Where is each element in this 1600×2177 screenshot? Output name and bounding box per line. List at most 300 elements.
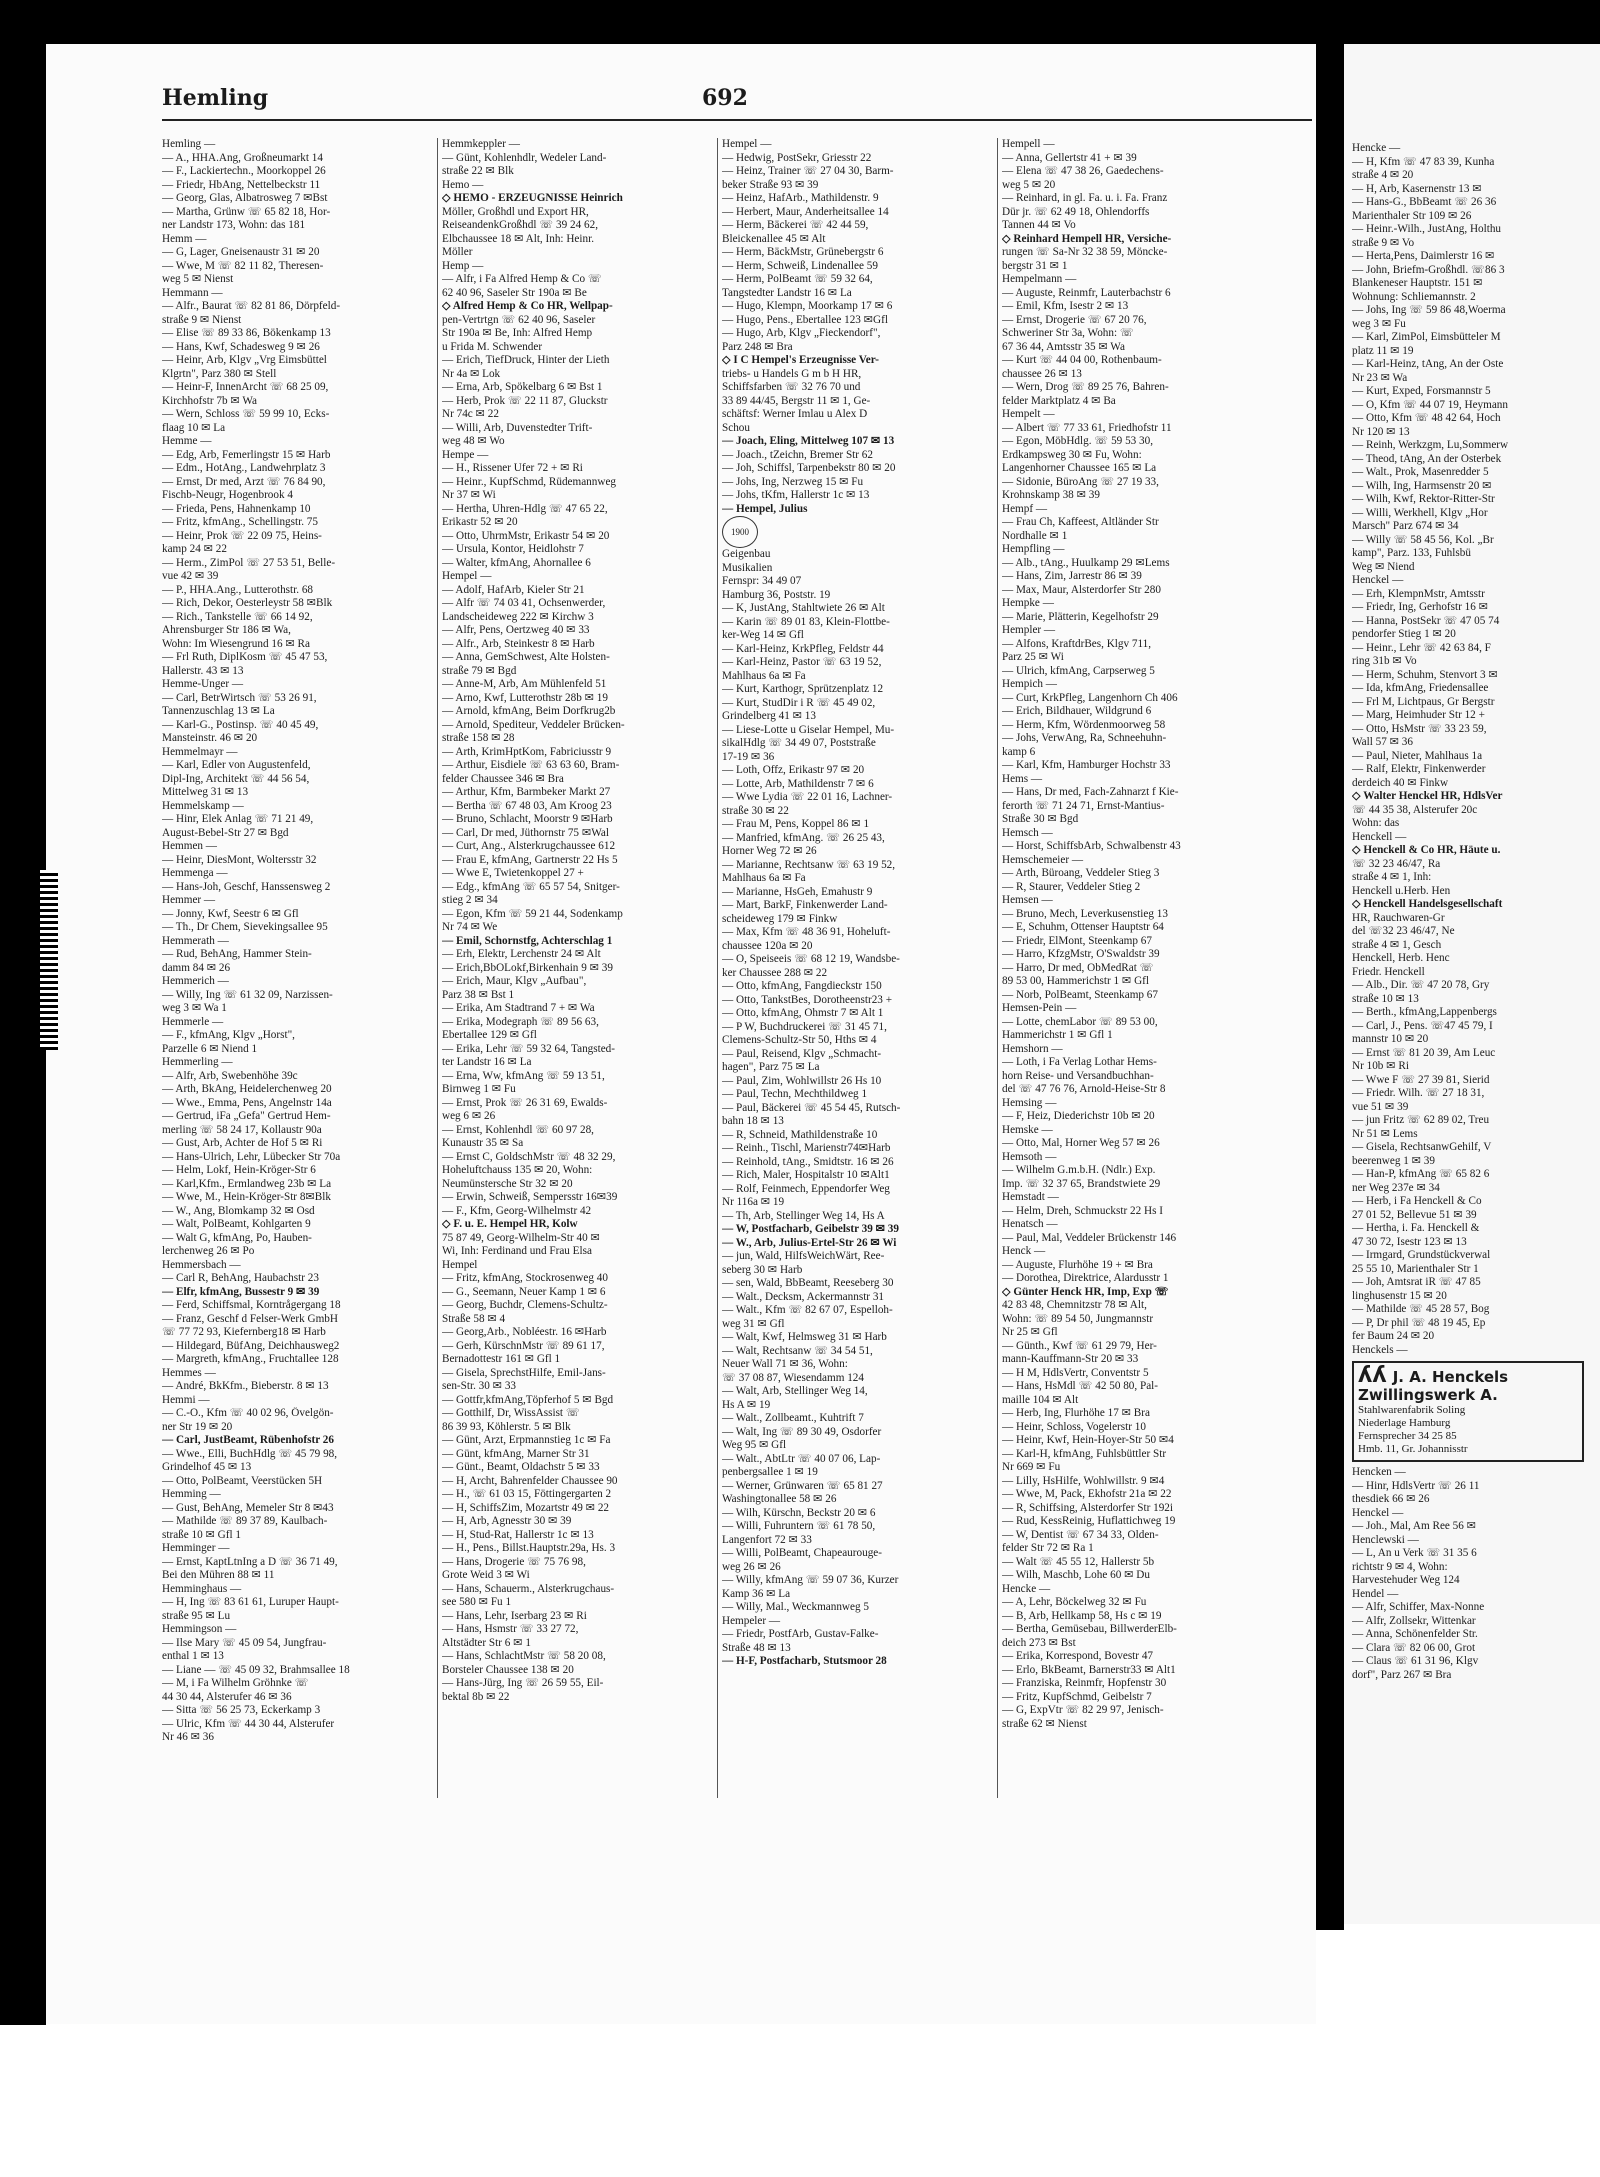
directory-entry: — Herm, Schuhm, Stenvort 3 ✉: [1352, 668, 1498, 681]
directory-heading: Hempell —: [1002, 138, 1055, 150]
directory-entry: ReiseandenkGroßhdl ☏ 39 24 62,: [442, 219, 598, 231]
directory-entry: Straße 48 ✉ 13: [722, 1641, 791, 1654]
directory-heading: Hemmingson —: [162, 1623, 237, 1635]
directory-entry: — Kurt, StudDir i R ☏ 45 49 02,: [722, 696, 876, 709]
directory-entry: — G, ExpVtr ☏ 82 29 97, Jenisch-: [1002, 1704, 1164, 1716]
directory-entry: kamp", Parz. 133, Fuhlsbü: [1352, 547, 1471, 559]
directory-heading: Hemstadt —: [1002, 1191, 1059, 1203]
directory-entry: Hempel: [442, 1258, 478, 1271]
directory-entry: weg 5 ✉ Nienst: [162, 273, 234, 285]
directory-entry: — H, SchiffsZim, Mozartstr 49 ✉ 22: [442, 1501, 610, 1514]
directory-entry: — Heinr., Lehr ☏ 42 63 84, F: [1352, 641, 1491, 654]
directory-entry: — Margreth, kfmAng., Fruchtallee 128: [162, 1353, 339, 1365]
directory-entry: — Kurt, Exped, Forsmannstr 5: [1352, 385, 1491, 397]
directory-entry: — Fritz, kfmAng., Schellingstr. 75: [162, 516, 318, 528]
directory-entry: — H, Stud-Rat, Hallerstr 1c ✉ 13: [442, 1528, 594, 1541]
directory-entry: Klgrtn", Parz 380 ✉ Stell: [162, 367, 277, 380]
directory-entry: — Emil, Schornstfg, Achterschlag 1: [442, 934, 613, 947]
directory-heading: Henck —: [1002, 1245, 1046, 1257]
directory-entry: — Willi, PolBeamt, Chapeaurouge-: [722, 1547, 882, 1559]
directory-entry: — Fritz, kfmAng, Stockrosenweg 40: [442, 1272, 608, 1284]
directory-entry: — Joh., Mal, Am Ree 56 ✉: [1352, 1520, 1477, 1532]
directory-entry: straße 158 ✉ 28: [442, 732, 515, 744]
directory-heading: Hemmerle —: [162, 1015, 224, 1028]
directory-entry: — B, Arb, Hellkamp 58, Hs c ✉ 19: [1002, 1609, 1162, 1622]
directory-entry: Grindelhof 45 ✉ 13: [162, 1461, 252, 1473]
directory-entry: Nr 23 ✉ Wa: [1352, 371, 1408, 384]
directory-entry: — Willi, Arb, Duvenstedter Trift-: [442, 421, 593, 434]
directory-entry: — Alb., Dir. ☏ 47 20 78, Gry: [1352, 979, 1490, 991]
directory-entry: — Franziska, Reinmfr, Hopfenstr 30: [1002, 1677, 1167, 1689]
directory-entry: — Th., Dr Chem, Sievekingsallee 95: [162, 921, 328, 933]
directory-entry: — sen, Wald, BbBeamt, Reeseberg 30: [722, 1277, 894, 1289]
directory-entry: Langenhorner Chaussee 165 ✉ La: [1002, 462, 1157, 474]
directory-entry: — Wwe F ☏ 27 39 81, Sierid: [1352, 1073, 1490, 1086]
directory-entry: Grote Weid 3 ✉ Wi: [442, 1569, 530, 1581]
directory-entry: — Heinr, Schloss, Vogelerstr 10: [1002, 1420, 1146, 1433]
ad-line: Fernsprecher 34 25 85: [1358, 1430, 1457, 1442]
directory-heading: Hemmenga —: [162, 867, 228, 879]
directory-entry: — Lilly, HsHilfe, Wohlwillstr. 9 ✉4: [1002, 1474, 1165, 1487]
directory-heading: Hemmerich —: [162, 975, 229, 987]
directory-entry: kamp 6: [1002, 745, 1036, 758]
directory-entry: Nordhalle ✉ 1: [1002, 529, 1068, 542]
directory-entry: Nr 120 ✉ 13: [1352, 425, 1410, 438]
directory-entry: — Hans, Schauerm., Alsterkrugchaus-: [442, 1582, 615, 1595]
directory-entry: seberg 30 ✉ Harb: [722, 1263, 803, 1276]
directory-entry: — Erika, Korrespond, Bovestr 47: [1002, 1650, 1154, 1662]
directory-entry: — Gisela, RechtsanwGehilf, V: [1352, 1141, 1492, 1153]
directory-heading: Hemsen-Pein —: [1002, 1002, 1077, 1014]
directory-entry: — Walt., AbtLtr ☏ 40 07 06, Lap-: [722, 1452, 881, 1465]
directory-entry: — Reinhold, tAng., Smidtstr. 16 ✉ 26: [722, 1155, 894, 1168]
directory-entry: Marienthaler Str 109 ✉ 26: [1352, 209, 1472, 222]
directory-entry: — Ernst, Prok ☏ 26 31 69, Ewalds-: [442, 1096, 608, 1109]
directory-entry: linghusenstr 15 ✉ 20: [1352, 1289, 1447, 1302]
directory-entry: straße 9 ✉ Vo: [1352, 236, 1415, 249]
directory-entry: — Wern, Drog ☏ 89 25 76, Bahren-: [1002, 381, 1169, 393]
directory-heading: Hempelt —: [1002, 408, 1055, 420]
directory-entry: 62 40 96, Saseler Str 190a ✉ Be: [442, 286, 587, 299]
directory-entry: — Harro, KfzgMstr, O'Swaldstr 39: [1002, 948, 1160, 960]
directory-entry: — Max, Maur, Alsterdorfer Str 280: [1002, 583, 1161, 596]
directory-entry: — Herm, BäckMstr, Grünebergstr 6: [722, 246, 884, 258]
directory-entry: 89 53 00, Hammerichstr 1 ✉ Gfl: [1002, 975, 1150, 987]
page-edge-hatch: [40, 870, 58, 1050]
directory-heading: Hems —: [1002, 772, 1043, 785]
directory-entry: — Rud, BehAng, Hammer Stein-: [162, 948, 312, 960]
directory-entry: del ☏32 23 46/47, Ne: [1352, 925, 1455, 937]
directory-entry: straße 4 ✉ 1, Inh:: [1352, 871, 1432, 883]
directory-entry: — Wilhelm G.m.b.H. (Ndlr.) Exp.: [1002, 1164, 1156, 1176]
directory-entry: — Jonny, Kwf, Seestr 6 ✉ Gfl: [162, 907, 299, 920]
directory-entry: — Rich., Tankstelle ☏ 66 14 92,: [162, 610, 313, 623]
directory-entry: — Emil, Kfm, Isestr 2 ✉ 13: [1002, 300, 1129, 312]
directory-entry: — Willy, Mal., Weckmannweg 5: [722, 1601, 869, 1613]
directory-entry: — G, Lager, Gneisenaustr 31 ✉ 20: [162, 246, 320, 258]
directory-entry: weg 6 ✉ 26: [442, 1110, 496, 1122]
directory-entry: ◇ Reinhard Hempell HR, Versiche-: [1002, 232, 1172, 245]
directory-entry: — Walt., Kfm ☏ 82 67 07, Espelloh-: [722, 1304, 893, 1316]
directory-entry: lerchenweg 26 ✉ Po: [162, 1245, 255, 1257]
directory-heading: Hemmelmayr —: [162, 745, 238, 758]
directory-entry: ☏ 32 23 46/47, Ra: [1352, 857, 1441, 870]
directory-entry: — Alfr., Baurat ☏ 82 81 86, Dörpfeld-: [162, 300, 341, 312]
directory-entry: — Wwe., Elli, BuchHdlg ☏ 45 79 98,: [162, 1447, 338, 1460]
directory-entry: — O, Kfm ☏ 44 07 19, Heymann: [1352, 398, 1508, 411]
directory-entry: Nr 25 ✉ Gfl: [1002, 1326, 1058, 1338]
directory-entry: — Arth, KrimHptKom, Fabriciusstr 9: [442, 745, 612, 758]
directory-heading: Hemske —: [1002, 1123, 1053, 1136]
directory-entry: ◇ HEMO - ERZEUGNISSE Heinrich: [442, 192, 623, 204]
directory-entry: — Ernst, Drogerie ☏ 67 20 76,: [1002, 313, 1147, 326]
directory-entry: — Arthur, Eisdiele ☏ 63 63 60, Bram-: [442, 759, 620, 771]
directory-entry: — Curt, KrkPfleg, Langenhorn Ch 406: [1002, 691, 1178, 704]
directory-heading: Hemmer —: [162, 894, 216, 906]
directory-entry: ter Landstr 16 ✉ La: [442, 1056, 532, 1068]
directory-entry: — Erika, Am Stadtrand 7 + ✉ Wa: [442, 1002, 595, 1014]
directory-entry: straße 95 ✉ Lu: [162, 1609, 231, 1622]
directory-entry: — Edm., HotAng., Landwehrplatz 3: [162, 462, 326, 474]
directory-entry: — Ulric, Kfm ☏ 44 30 44, Alsterufer: [162, 1717, 335, 1730]
directory-entry: — L, An u Verk ☏ 31 35 6: [1352, 1547, 1477, 1559]
directory-entry: straße 9 ✉ Nienst: [162, 313, 242, 326]
directory-entry: — André, BkKfm., Bieberstr. 8 ✉ 13: [162, 1380, 329, 1392]
directory-heading: Hemsing —: [1002, 1096, 1057, 1109]
directory-entry: — Walt, Ing ☏ 89 30 49, Osdorfer: [722, 1425, 882, 1438]
directory-entry: — Martha, Grünw ☏ 65 82 18, Hor-: [162, 205, 331, 218]
directory-entry: — Karl-H, kfmAng, Fuhlsbüttler Str: [1002, 1447, 1167, 1460]
directory-entry: ner Weg 237e ✉ 34: [1352, 1181, 1440, 1194]
directory-entry: Nr 46 ✉ 36: [162, 1731, 214, 1743]
directory-entry: platz 11 ✉ 19: [1352, 344, 1414, 357]
directory-heading: Hempe —: [442, 448, 489, 461]
directory-heading: Hempeler —: [722, 1614, 781, 1627]
directory-entry: — Friedr. Wilh. ☏ 27 18 31,: [1352, 1087, 1485, 1099]
directory-entry: — Hans, Kwf, Schadesweg 9 ✉ 26: [162, 340, 320, 353]
directory-heading: Hemling —: [162, 138, 216, 150]
directory-entry: — Elise ☏ 89 33 86, Bökenkamp 13: [162, 327, 331, 339]
directory-entry: — Johs, Ing, Nerzweg 15 ✉ Fu: [722, 475, 864, 488]
directory-entry: — Arnold, Spediteur, Veddeler Brücken-: [442, 718, 625, 731]
ad-title: ʎʎ J. A. Henckels: [1358, 1363, 1509, 1388]
directory-entry: — Wilh, Ing, Harmsenstr 20 ✉: [1352, 479, 1492, 492]
directory-column-1: [162, 138, 440, 1745]
directory-entry: vue 51 ✉ 39: [1352, 1100, 1409, 1113]
directory-entry: — Hedwig, PostSekr, Griesstr 22: [722, 151, 872, 164]
directory-entry: — Alfr ☏ 74 03 41, Ochsenwerder,: [442, 597, 606, 609]
directory-entry: — Auguste, Flurhöhe 19 + ✉ Bra: [1002, 1258, 1153, 1271]
directory-heading: Hemminghaus —: [162, 1582, 242, 1595]
directory-entry: — Wilh, Maschb, Lohe 60 ✉ Du: [1002, 1569, 1150, 1581]
directory-entry: — Willy, Ing ☏ 61 32 09, Narzissen-: [162, 988, 333, 1001]
directory-entry: rungen ☏ Sa-Nr 32 38 59, Möncke-: [1002, 246, 1168, 258]
directory-entry: Parz 248 ✉ Bra: [722, 340, 793, 353]
directory-entry: — G., Seemann, Neuer Kamp 1 ✉ 6: [442, 1285, 606, 1298]
directory-entry: Dür jr. ☏ 62 49 18, Ohlendorffs: [1002, 205, 1150, 218]
directory-entry: — Albert ☏ 77 33 61, Friedhofstr 11: [1002, 421, 1172, 434]
directory-entry: straße 62 ✉ Nienst: [1002, 1717, 1087, 1730]
directory-entry: straße 79 ✉ Bgd: [442, 664, 517, 677]
directory-entry: — Ernst, Dr med, Arzt ☏ 76 84 90,: [162, 475, 326, 488]
directory-heading: Hemming —: [162, 1488, 221, 1500]
directory-entry: — Bruno, Schlacht, Moorstr 9 ✉Harb: [442, 813, 613, 825]
directory-entry: ◇ F. u. E. Hempel HR, Kolw: [442, 1218, 578, 1230]
directory-entry: — Carl, JustBeamt, Rübenhofstr 26: [162, 1434, 334, 1446]
directory-entry: — Otto, UhrmMstr, Erikastr 54 ✉ 20: [442, 529, 610, 542]
ad-line: Hmb. 11, Gr. Johannisstr: [1358, 1443, 1468, 1455]
directory-entry: — Frieda, Pens, Hahnenkamp 10: [162, 502, 311, 515]
directory-entry: — Paul, Bäckerei ☏ 45 54 45, Rutsch-: [722, 1101, 901, 1114]
directory-entry: — Hinr, Elek Anlag ☏ 71 21 49,: [162, 813, 314, 825]
directory-entry: ◇ Günter Henck HR, Imp, Exp ☏: [1002, 1285, 1169, 1298]
directory-entry: — Karl-Heinz, Pastor ☏ 63 19 52,: [722, 656, 882, 668]
directory-entry: — H, Kfm ☏ 47 83 39, Kunha: [1352, 155, 1495, 168]
directory-entry: — Kurt ☏ 44 04 00, Rothenbaum-: [1002, 354, 1162, 366]
directory-entry: richtstr 9 ✉ 4, Wohn:: [1352, 1560, 1448, 1573]
directory-entry: Washingtonallee 58 ✉ 26: [722, 1493, 837, 1505]
directory-entry: Fischb-Neugr, Hogenbrook 4: [162, 489, 293, 501]
directory-entry: straße 4 ✉ 1, Gesch: [1352, 938, 1442, 951]
directory-entry: — P W, Buchdruckerei ☏ 31 45 71,: [722, 1020, 887, 1033]
directory-heading: Hencken —: [1352, 1466, 1406, 1478]
directory-entry: — Walt., Prok, Masenredder 5: [1352, 466, 1489, 478]
directory-heading: Hemm —: [162, 232, 207, 245]
directory-entry: u Frida M. Schwender: [442, 340, 543, 353]
directory-entry: — Walt G, kfmAng, Po, Hauben-: [162, 1231, 312, 1244]
directory-heading: Hemminger —: [162, 1542, 230, 1554]
directory-entry: schäftsf: Werner Imlau u Alex D: [722, 408, 868, 420]
directory-entry: — Elfr, kfmAng, Bussestr 9 ✉ 39: [162, 1285, 320, 1298]
directory-entry: — Egon, Kfm ☏ 59 21 44, Sodenkamp: [442, 907, 623, 920]
directory-entry: derdeich 40 ✉ Finkw: [1352, 776, 1449, 789]
directory-entry: Hamburg 36, Poststr. 19: [722, 588, 831, 601]
directory-entry: — Heinr, Kwf, Hein-Hoyer-Str 50 ✉4: [1002, 1434, 1174, 1446]
directory-entry: — Heinr., KupfSchmd, Rüdemannweg: [442, 475, 617, 488]
directory-entry: — Erlo, BkBeamt, Barnerstr33 ✉ Alt1: [1002, 1663, 1176, 1676]
directory-entry: — Heinz, HafArb., Mathildenstr. 9: [722, 192, 879, 204]
directory-entry: see 580 ✉ Fu 1: [442, 1596, 512, 1608]
ad-line: Niederlage Hamburg: [1358, 1417, 1451, 1429]
directory-entry: weg 48 ✉ Wo: [442, 435, 505, 447]
directory-entry: — Edg, Arb, Femerlingstr 15 ✉ Harb: [162, 448, 331, 461]
directory-entry: — R, Schiffsing, Alsterdorfer Str 192i: [1002, 1501, 1174, 1514]
directory-entry: — Ernst, Kohlenhdl ☏ 60 97 28,: [442, 1123, 594, 1136]
directory-entry: — Hugo, Klempn, Moorkamp 17 ✉ 6: [722, 300, 893, 312]
directory-entry: — Alfr., Arb, Steinkestr 8 ✉ Harb: [442, 637, 595, 650]
directory-entry: — Edg., kfmAng ☏ 65 57 54, Snitger-: [442, 880, 620, 893]
directory-entry: Schiffsfarben ☏ 32 76 70 und: [722, 381, 861, 393]
directory-entry: — Elena ☏ 47 38 26, Gaedechens-: [1002, 165, 1164, 177]
directory-entry: Mittelweg 31 ✉ 13: [162, 786, 249, 798]
directory-entry: Tannen 44 ✉ Vo: [1002, 219, 1076, 231]
directory-entry: — Gust, Arb, Achter de Hof 5 ✉ Ri: [162, 1137, 323, 1149]
directory-entry: Nr 4a ✉ Lok: [442, 367, 501, 380]
directory-entry: — Ursula, Kontor, Heidlohstr 7: [442, 543, 584, 555]
directory-entry: straße 10 ✉ 13: [1352, 992, 1419, 1005]
directory-entry: — Joh, Amtsrat iR ☏ 47 85: [1352, 1276, 1481, 1288]
directory-entry: merling ☏ 58 24 17, Kollaustr 90a: [162, 1123, 322, 1136]
directory-entry: — Walt., Decksm, Ackermannstr 31: [722, 1290, 885, 1303]
directory-entry: — Ferd, Schiffsmal, Korntrågergang 18: [162, 1299, 341, 1311]
directory-entry: Wohnung: Schliemannstr. 2: [1352, 290, 1476, 303]
directory-entry: — Carl R, BehAng, Haubachstr 23: [162, 1272, 319, 1284]
directory-entry: 17-19 ✉ 36: [722, 750, 775, 763]
directory-heading: Hemme-Unger —: [162, 678, 244, 690]
directory-entry: 47 30 72, Isestr 123 ✉ 13: [1352, 1235, 1467, 1248]
directory-entry: — Hans-Jürg, Ing ☏ 26 59 55, Eil-: [442, 1677, 604, 1689]
directory-entry: — Karl-G., Postinsp. ☏ 40 45 49,: [162, 718, 319, 731]
directory-entry: — Irmgard, Grundstückverwal: [1352, 1249, 1491, 1261]
directory-entry: — Wwe., Emma, Pens, Angelnstr 14a: [162, 1096, 332, 1109]
directory-entry: — Reinh, Werkzgm, Lu,Sommerw: [1352, 439, 1509, 451]
directory-entry: penbergsallee 1 ✉ 19: [722, 1466, 818, 1478]
directory-entry: straße 10 ✉ Gfl 1: [162, 1528, 241, 1541]
directory-entry: — Fritz, KupfSchmd, Geibelstr 7: [1002, 1690, 1152, 1703]
directory-entry: — Otto, PolBeamt, Veerstücken 5H: [162, 1474, 323, 1487]
directory-entry: Straße 58 ✉ 4: [442, 1312, 506, 1325]
column-5-entries-after-ad: [1352, 1466, 1600, 1682]
directory-entry: — F., Lackiertechn., Moorkoppel 26: [162, 165, 326, 177]
directory-entry: weg 31 ✉ Gfl: [722, 1317, 785, 1330]
directory-entry: — M, i Fa Wilhelm Gröhnke ☏: [162, 1677, 309, 1689]
directory-entry: Parz 38 ✉ Bst 1: [442, 988, 515, 1001]
directory-entry: — W., Ang, Blomkamp 32 ✉ Osd: [162, 1204, 315, 1217]
directory-entry: hagen", Parz 75 ✉ La: [722, 1061, 820, 1073]
directory-entry: — Günt, Kohlenhdlr, Wedeler Land-: [442, 151, 607, 164]
directory-entry: — Hans, Lehr, Iserbarg 23 ✉ Ri: [442, 1609, 587, 1622]
directory-entry: — Gertrud, iFa „Gefa" Gertrud Hem-: [162, 1110, 331, 1122]
directory-entry: Hoheluftchauss 135 ✉ 20, Wohn:: [442, 1164, 593, 1176]
directory-entry: — Auguste, Reinmfr, Lauterbachstr 6: [1002, 286, 1171, 299]
directory-entry: — Ralf, Elektr, Finkenwerder: [1352, 763, 1486, 775]
directory-entry: — Hertha, i. Fa. Henckell &: [1352, 1222, 1480, 1234]
directory-heading: Hencke —: [1352, 142, 1401, 154]
directory-entry: Nr 74c ✉ 22: [442, 408, 499, 420]
directory-entry: Musikalien: [722, 561, 773, 574]
directory-entry: — Herm., ZimPol ☏ 27 53 51, Belle-: [162, 556, 336, 569]
directory-entry: — Werner, Grünwaren ☏ 65 81 27: [722, 1479, 883, 1492]
directory-entry: — Otto, Mal, Horner Weg 57 ✉ 26: [1002, 1137, 1160, 1149]
directory-entry: — Georg, Buchdr, Clemens-Schultz-: [442, 1299, 608, 1311]
directory-entry: — Egon, MöbHdlg. ☏ 59 53 30,: [1002, 435, 1154, 447]
directory-entry: ◇ Henckell & Co HR, Häute u.: [1352, 844, 1501, 856]
directory-entry: Henckell u.Herb. Hen: [1352, 884, 1451, 897]
directory-entry: — Alfr, Arb, Swebenhöhe 39c: [162, 1069, 298, 1082]
directory-entry: — Rich, Dekor, Oesterleystr 58 ✉Blk: [162, 597, 333, 609]
directory-entry: — H., Pens., Billst.Hauptstr.29a, Hs. 3: [442, 1542, 616, 1554]
directory-entry: — Arth, BkAng, Heidelerchenweg 20: [162, 1083, 332, 1095]
directory-entry: pen-Vertrtgn ☏ 62 40 96, Saseler: [442, 313, 596, 326]
directory-entry: — Joh, Schiffsl, Tarpenbekstr 80 ✉ 20: [722, 462, 896, 474]
directory-entry: enthal 1 ✉ 13: [162, 1650, 224, 1662]
directory-entry: — Wilh, Kwf, Rektor-Ritter-Str: [1352, 493, 1495, 505]
directory-entry: — Anna, Schönenfelder Str.: [1352, 1628, 1478, 1640]
directory-entry: — Anna, GemSchwest, Alte Holsten-: [442, 651, 610, 663]
directory-heading: Hemsoth —: [1002, 1150, 1057, 1163]
directory-entry: dorf", Parz 267 ✉ Bra: [1352, 1668, 1452, 1681]
directory-entry: scheideweg 179 ✉ Finkw: [722, 912, 838, 925]
directory-entry: — A, Lehr, Böckelweg 32 ✉ Fu: [1002, 1596, 1147, 1608]
directory-entry: mann-Kauffmann-Str 20 ✉ 33: [1002, 1353, 1139, 1365]
directory-entry: — Frl Ruth, DiplKosm ☏ 45 47 53,: [162, 651, 328, 663]
directory-entry: triebs- u Handels G m b H HR,: [722, 367, 862, 380]
directory-entry: del ☏ 47 76 76, Arnold-Heise-Str 8: [1002, 1083, 1166, 1095]
directory-entry: — Ulrich, kfmAng, Carpserweg 5: [1002, 664, 1155, 677]
directory-entry: Nr 10b ✉ Ri: [1352, 1060, 1409, 1072]
directory-entry: — Willi, Werkhell, Klgv „Hor: [1352, 506, 1488, 519]
directory-entry: — A., HHA.Ang, Großneumarkt 14: [162, 151, 323, 164]
directory-heading: Hemshorn —: [1002, 1042, 1063, 1055]
directory-entry: Mahlhaus 6a ✉ Fa: [722, 872, 806, 884]
directory-entry: 86 39 93, Köhlerstr. 5 ✉ Blk: [442, 1420, 571, 1433]
directory-entry: — Erika, Modegraph ☏ 89 56 63,: [442, 1015, 599, 1028]
directory-entry: — Günt., Beamt, Oldachstr 5 ✉ 33: [442, 1461, 600, 1473]
directory-heading: Henckell —: [1352, 830, 1407, 843]
scan-border-gutter: [1316, 0, 1344, 1930]
directory-entry: — Gottfr,kfmAng,Töpferhof 5 ✉ Bgd: [442, 1393, 614, 1406]
directory-entry: — Alfons, KraftdrBes, Klgv 711,: [1002, 637, 1152, 650]
directory-entry: weg 3 ✉ Wa 1: [162, 1002, 227, 1014]
directory-entry: Marsch" Parz 674 ✉ 34: [1352, 520, 1459, 532]
directory-entry: Mahlhaus 6a ✉ Fa: [722, 669, 806, 682]
directory-entry: — Marg, Heimhuder Str 12 +: [1352, 709, 1485, 721]
directory-entry: ner Str 19 ✉ 20: [162, 1420, 233, 1433]
directory-entry: — Friedr, ElMont, Steenkamp 67: [1002, 934, 1152, 947]
twin-figures-icon: ʎʎ: [1358, 1363, 1387, 1388]
directory-entry: — Walt, Rechtsanw ☏ 34 54 51,: [722, 1344, 873, 1357]
directory-entry: — Hugo, Pens., Ebertallee 123 ✉Gfl: [722, 313, 888, 326]
directory-entry: — Karl,Kfm., Ermlandweg 23b ✉ La: [162, 1177, 332, 1190]
directory-entry: — Erich, Maur, Klgv „Aufbau",: [442, 975, 587, 987]
running-head: Hemling: [162, 85, 269, 111]
directory-entry: — Otto, TankstBes, Dorotheenstr23 +: [722, 993, 893, 1006]
directory-entry: — Rich, Maler, Hospitalstr 10 ✉Alt1: [722, 1169, 890, 1181]
directory-entry: Ahrensburger Str 186 ✉ Wa,: [162, 624, 291, 636]
directory-heading: Hencke —: [1002, 1582, 1051, 1595]
directory-entry: 44 30 44, Alsterufer 46 ✉ 36: [162, 1690, 292, 1703]
directory-column-5: [1352, 142, 1600, 1682]
directory-entry: — Alfr, Schiffer, Max-Nonne: [1352, 1601, 1485, 1613]
directory-entry: — Han-P, kfmAng ☏ 65 82 6: [1352, 1168, 1490, 1180]
directory-entry: — Wilh, Kürschn, Beckstr 20 ✉ 6: [722, 1506, 876, 1519]
directory-entry: — Erh, KlempnMstr, Amtsstr: [1352, 587, 1485, 600]
directory-heading: Hempich —: [1002, 678, 1057, 690]
directory-entry: Friedr. Henckell: [1352, 965, 1425, 978]
directory-heading: Hemmen —: [162, 840, 217, 852]
directory-entry: — Marianne, HsGeh, Emahustr 9: [722, 885, 873, 898]
directory-entry: sikalHdlg ☏ 34 49 07, Poststraße: [722, 737, 876, 749]
directory-entry: felder Str 72 ✉ Ra 1: [1002, 1542, 1094, 1554]
directory-entry: — Liane — ☏ 45 09 32, Brahmsallee 18: [162, 1663, 350, 1676]
directory-entry: — H-F, Postfacharb, Stutsmoor 28: [722, 1655, 887, 1667]
directory-entry: — Adolf, HafArb, Kieler Str 21: [442, 583, 585, 596]
directory-entry: Kunaustr 35 ✉ Sa: [442, 1137, 524, 1149]
directory-entry: Möller, Großhdl und Export HR,: [442, 205, 589, 218]
directory-entry: — Erich, TiefDruck, Hinter der Lieth: [442, 354, 610, 366]
directory-heading: Hemmersbach —: [162, 1258, 241, 1271]
directory-entry: Schweriner Str 3a, Wohn: ☏: [1002, 327, 1134, 339]
henckels-advertisement: [1352, 1361, 1584, 1462]
ad-line: Stahlwarenfabrik Soling: [1358, 1404, 1466, 1416]
directory-entry: — Erika, Lehr ☏ 59 32 64, Tangsted-: [442, 1042, 616, 1055]
directory-column-2: [442, 138, 720, 1704]
directory-entry: bahn 18 ✉ 13: [722, 1115, 784, 1127]
directory-entry: — Bertha ☏ 67 48 03, Am Kroog 23: [442, 799, 612, 812]
directory-entry: — H, Arb, Agnesstr 30 ✉ 39: [442, 1515, 572, 1527]
directory-entry: Weg ✉ Niend: [1352, 560, 1415, 573]
directory-entry: — K, JustAng, Stahltwiete 26 ✉ Alt: [722, 602, 885, 614]
